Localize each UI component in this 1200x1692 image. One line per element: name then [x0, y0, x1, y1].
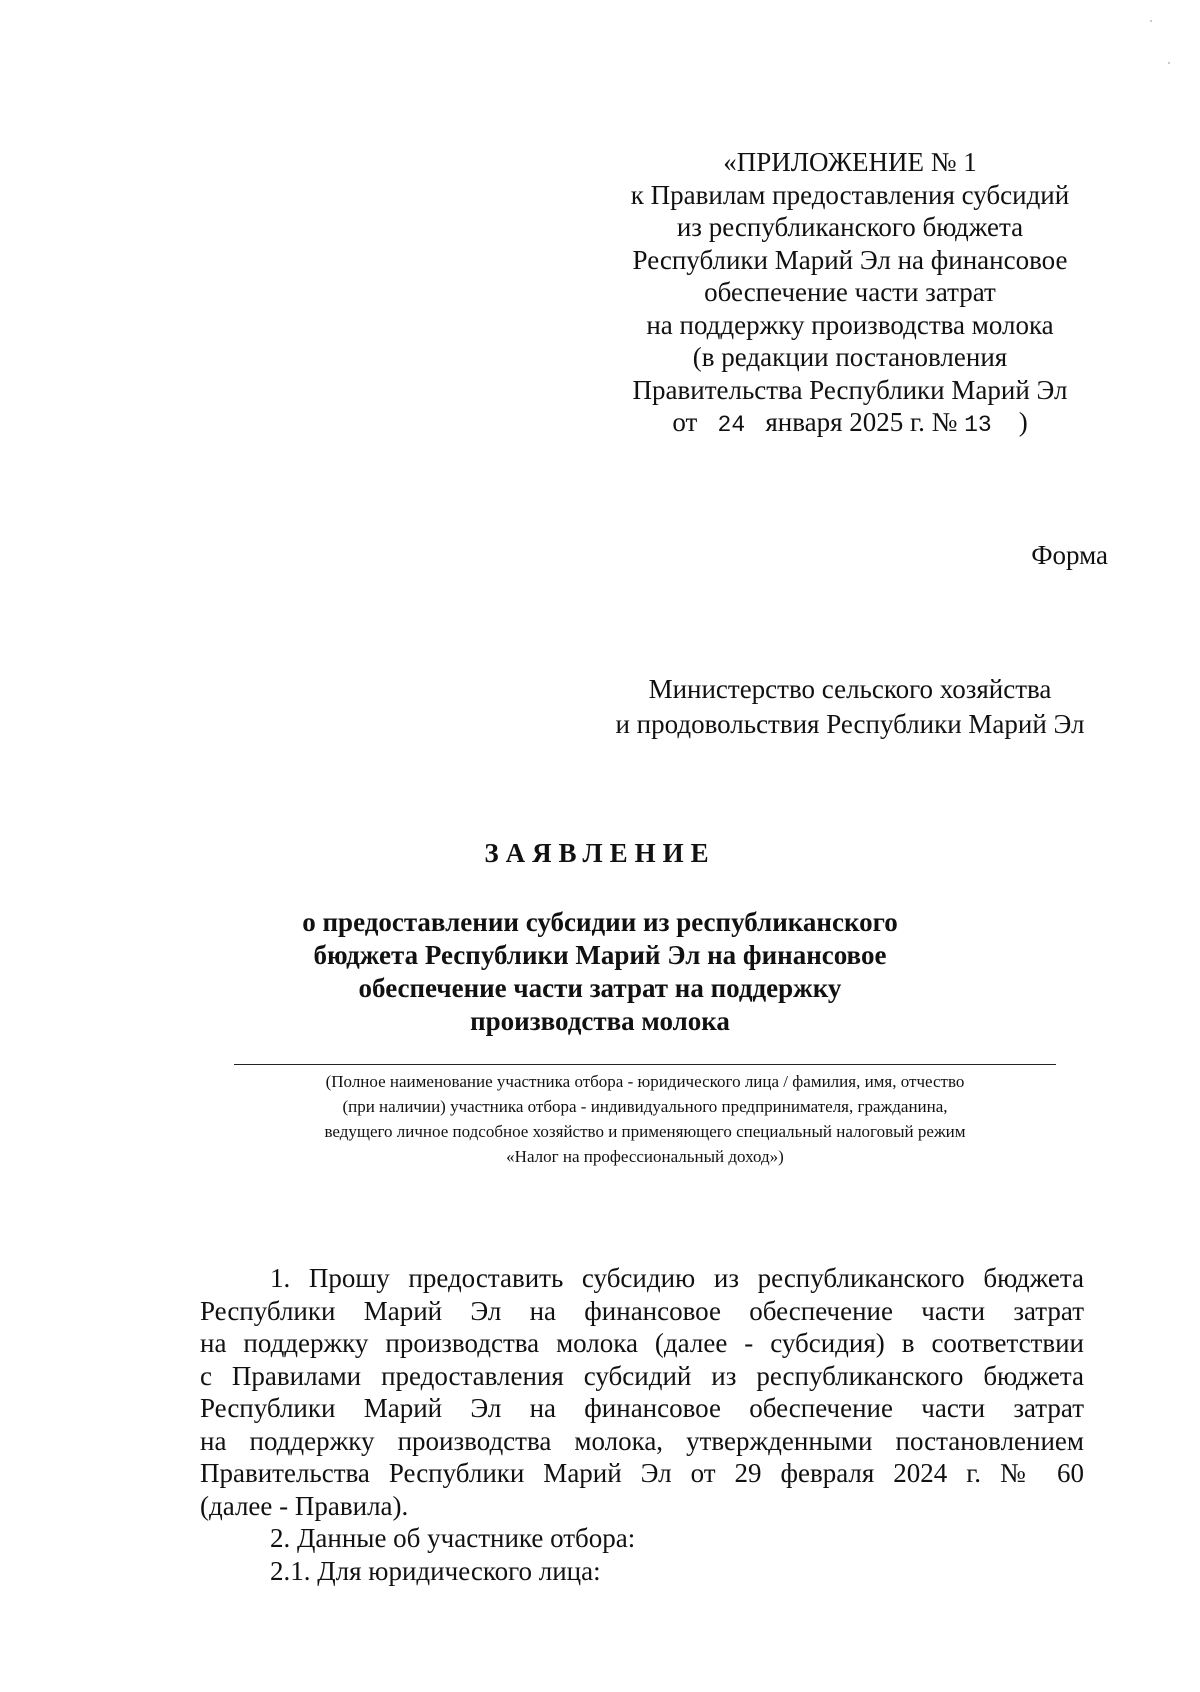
document-title: ЗАЯВЛЕНИЕ — [484, 838, 716, 868]
subtitle-line: бюджета Республики Марий Эл на финансовое — [313, 940, 887, 970]
subtitle-line: производства молока — [470, 1006, 730, 1036]
paragraph-line: Республики Марий Эл на финансовое обеспечение части затрат — [200, 1393, 1084, 1423]
addressee-line: Министерство сельского хозяйства — [648, 674, 1052, 704]
appendix-line: к Правилам предоставления субсидий — [630, 179, 1070, 210]
caption-line: «Налог на профессиональный доход») — [506, 1147, 784, 1166]
paragraph-line: на поддержку производства молока (далее - субсидия) в соответствии — [200, 1328, 1084, 1358]
paragraph-line: с Правилами предоставления субсидий из республиканского бюджета — [200, 1360, 1084, 1391]
scan-speck — [1150, 20, 1152, 22]
appendix-header — [590, 146, 1110, 442]
paragraph-line: на поддержку производства молока, утвержденными постановлением — [200, 1425, 1084, 1456]
appendix-line: из республиканского бюджета — [676, 212, 1024, 242]
paragraph-line: Республики Марий Эл на финансовое обеспечение части затрат — [200, 1295, 1084, 1326]
subtitle-line: обеспечение части затрат на поддержку — [358, 973, 842, 1003]
scan-speck — [1168, 62, 1170, 64]
appendix-line: (в редакции постановления — [692, 342, 1008, 372]
appendix-line: обеспечение части затрат — [704, 277, 996, 307]
paragraph-line: 1. Прошу предоставить субсидию из республиканского бюджета — [270, 1263, 1084, 1293]
appendix-line: Республики Марий Эл на финансовое — [632, 244, 1068, 275]
applicant-name-caption — [200, 1069, 1090, 1169]
date-day: 24 — [717, 412, 746, 438]
applicant-name-blank-line — [234, 1064, 1056, 1065]
caption-line: ведущего личное подсобное хозяйство и применяющего специальный налоговый режим — [324, 1122, 966, 1141]
appendix-line: на поддержку производства молока — [646, 309, 1054, 340]
paragraph-line: Правительства Республики Марий Эл от 29 февраля 2024 г. № 60 — [200, 1458, 1084, 1488]
section-2-1-heading: 2.1. Для юридического лица: — [270, 1555, 601, 1586]
paragraph-1 — [200, 1262, 1084, 1522]
caption-line: (при наличии) участника отбора - индивидуального предпринимателя, гражданина, — [342, 1097, 948, 1116]
document-body — [200, 1262, 1084, 1587]
addressee-block — [590, 672, 1110, 742]
date-month-year: января 2025 г. № — [765, 407, 958, 437]
date-prefix: от — [672, 407, 698, 437]
paragraph-line: (далее - Правила). — [200, 1490, 409, 1521]
document-subtitle — [250, 906, 950, 1038]
form-label: Форма — [1031, 540, 1108, 570]
appendix-line: «ПРИЛОЖЕНИЕ № 1 — [723, 147, 977, 177]
date-suffix: ) — [1018, 407, 1028, 437]
appendix-date-line — [590, 406, 1110, 442]
subtitle-line: о предоставлении субсидии из республиканского — [302, 907, 898, 937]
date-number: 13 — [964, 412, 992, 438]
appendix-line: Правительства Республики Марий Эл — [632, 374, 1068, 405]
caption-line: (Полное наименование участника отбора - юридического лица / фамилия, имя, отчество — [325, 1072, 965, 1091]
section-2-heading: 2. Данные об участнике отбора: — [270, 1523, 636, 1553]
addressee-line: и продовольствия Республики Марий Эл — [615, 709, 1085, 739]
